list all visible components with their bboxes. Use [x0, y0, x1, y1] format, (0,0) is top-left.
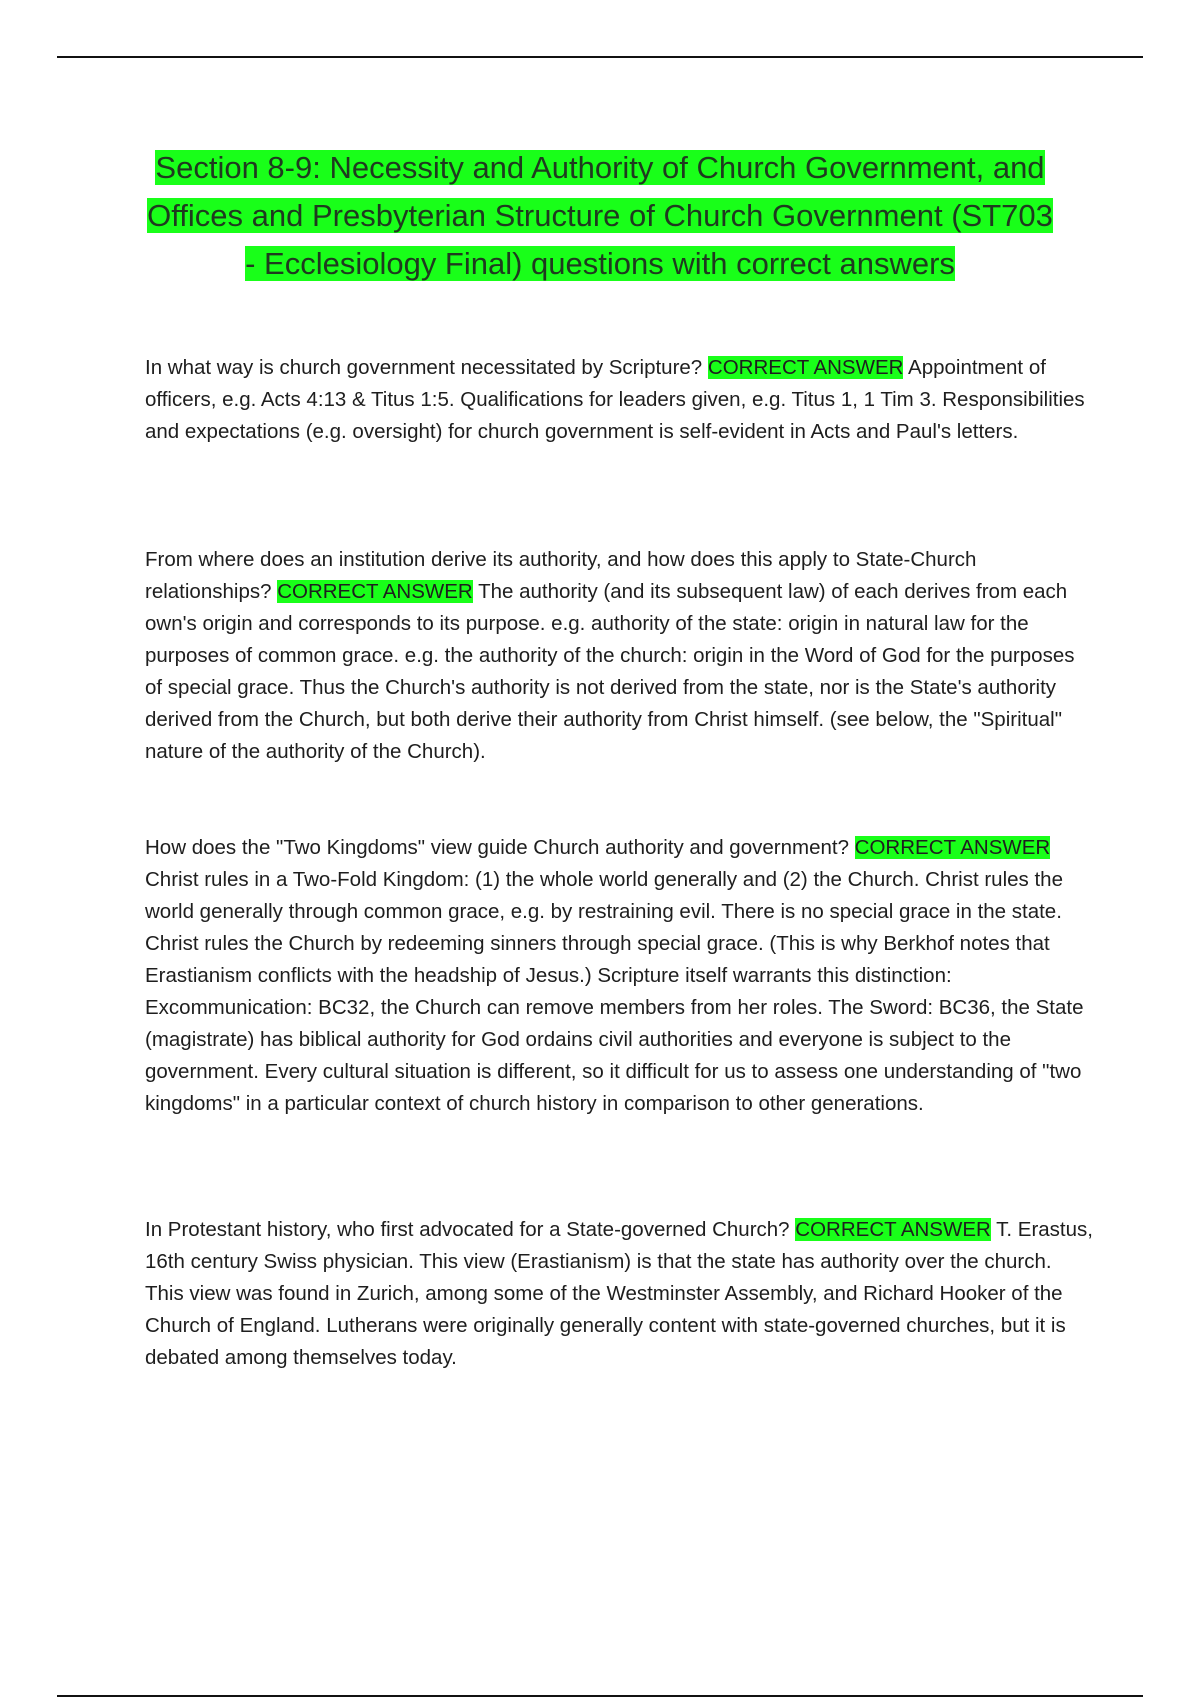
qa-item — [145, 1214, 1095, 1374]
question-text: From where does an institution derive its authority, and how does this apply to State-Church relationships? — [145, 548, 977, 603]
answer-text: Christ rules in a Two-Fold Kingdom: (1) the whole world generally and (2) the Church. Christ rules the world generally through common grace, e.g. by restraining evil. There is no special grace in the state. Christ rules the Church by redeeming sinners through special grace. (This is why Berkhof notes that Erastianism conflicts with the headship of Jesus.) Scripture itself warrants this distinction: Excommunication: BC32, the Church can remove members from her roles. The Sword: BC36, the State (magistrate) has biblical authority for God ordains civil authorities and everyone is subject to the government. Every cultural situation is different, so it difficult for us to assess one understanding of "two kingdoms" in a particular context of church history in comparison to other generations. — [145, 868, 1084, 1115]
question-text: In Protestant history, who first advocated for a State-governed Church? — [145, 1218, 790, 1241]
correct-answer-tag: CORRECT ANSWER — [707, 356, 904, 379]
qa-item — [145, 352, 1095, 448]
top-rule — [57, 56, 1143, 58]
answer-text: T. Erastus, 16th century Swiss physician. This view (Erastianism) is that the state has authority over the church. This view was found in Zurich, among some of the Westminster Assembly, and Richard Hooker of the Church of England. Lutherans were originally generally content with state-governed churches, but it is debated among themselves today. — [145, 1218, 1093, 1369]
question-text: How does the "Two Kingdoms" view guide Church authority and government? — [145, 836, 849, 859]
correct-answer-tag: CORRECT ANSWER — [854, 836, 1051, 859]
qa-item — [145, 832, 1095, 1120]
answer-text: Appointment of officers, e.g. Acts 4:13 & Titus 1:5. Qualifications for leaders given, e.g. Titus 1, 1 Tim 3. Responsibilities and expectations (e.g. oversight) for church government is self-evident in Acts and Paul's letters. — [145, 356, 1085, 443]
bottom-rule — [57, 1695, 1143, 1697]
correct-answer-tag: CORRECT ANSWER — [795, 1218, 991, 1241]
document-title — [145, 144, 1055, 288]
correct-answer-tag: CORRECT ANSWER — [277, 580, 473, 603]
answer-text: The authority (and its subsequent law) of each derives from each own's origin and corresponds to its purpose. e.g. authority of the state: origin in natural law for the purposes of common grace. e.g. the authority of the church: origin in the Word of God for the purposes of special grace. Thus the Church's authority is not derived from the state, nor is the State's authority derived from the Church, but both derive their authority from Christ himself. (see below, the "Spiritual" nature of the authority of the Church). — [145, 580, 1075, 763]
qa-item — [145, 544, 1095, 768]
question-text: In what way is church government necessitated by Scripture? — [145, 356, 703, 379]
title-text: Section 8-9: Necessity and Authority of Church Government, and Offices and Presbyterian Structure of Church Government (ST703 - Ecclesiology Final) questions with correct answers — [147, 150, 1053, 281]
